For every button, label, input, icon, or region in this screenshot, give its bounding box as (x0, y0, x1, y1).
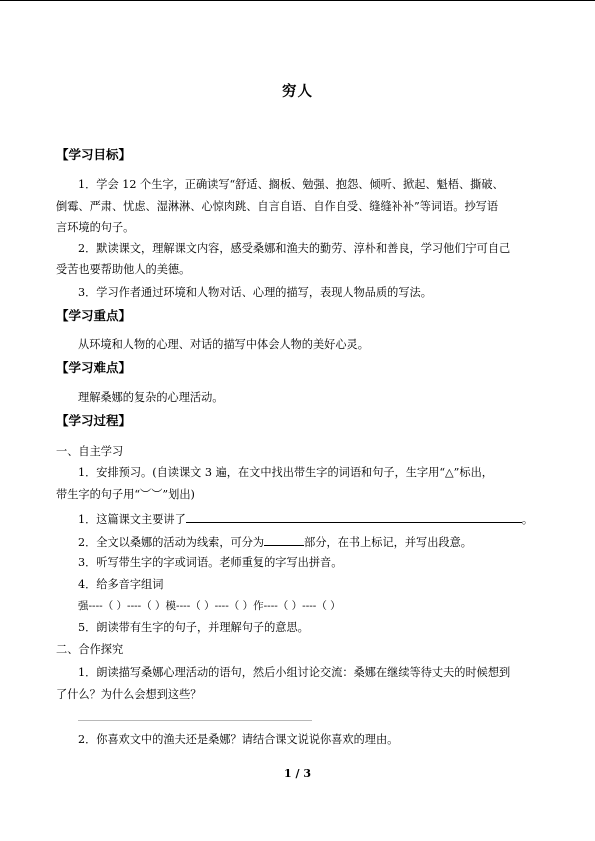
difficulty-heading: 【学习难点】 (56, 360, 132, 375)
question-1-text: 1．这篇课文主要讲了 (78, 513, 186, 526)
page-title: 穷人 (282, 83, 313, 100)
goals-heading: 【学习目标】 (56, 147, 132, 162)
self-study-title: 一、自主学习 (56, 445, 124, 458)
goals-item-2-line-1: 2．默读课文，理解课文内容，感受桑娜和渔夫的勤劳、淳朴和善良，学习他们宁可自己 (78, 242, 511, 255)
question-3: 3．听写带生字的字或词语。老师重复的字写出拼音。 (78, 556, 343, 569)
goals-item-2-line-2: 受苦也要帮助他人的美德。 (56, 263, 191, 276)
question-2-blank[interactable] (264, 534, 304, 546)
question-1-end: 。 (521, 513, 534, 526)
difficulty-text: 理解桑娜的复杂的心理活动。 (78, 391, 224, 404)
process-heading: 【学习过程】 (56, 413, 132, 428)
cooperative-title: 二、合作探究 (56, 643, 124, 656)
goals-item-1-line-1: 1．学会 12 个生字，正确读写“舒适、搁板、勉强、抱怨、倾听、掀起、魁梧、撕破、 (78, 178, 504, 191)
cooperative-q2: 2．你喜欢文中的渔夫还是桑娜？请结合课文说说你喜欢的理由。 (78, 733, 399, 746)
cooperative-q1-line-1: 1．朗读描写桑娜心理活动的语句，然后小组讨论交流：桑娜在继续等待丈夫的时候想到 (78, 666, 511, 679)
polyphonic-exercise: 强----（ ）----（ ）模----（ ）----（ ）作----（ ）----（ ） (78, 600, 341, 612)
goals-item-1-line-3: 言环境的句子。 (56, 221, 135, 234)
focus-text: 从环境和人物的心理、对话的描写中体会人物的美好心灵。 (78, 338, 369, 351)
question-2 (78, 534, 472, 550)
question-1-blank[interactable] (186, 511, 522, 523)
page-number: 1 / 3 (284, 767, 311, 780)
question-1 (78, 511, 533, 527)
preview-line-2: 带生字的句子用“︶︶”划出) (56, 488, 195, 501)
question-5: 5．朗读带有生字的句子，并理解句子的意思。 (78, 621, 309, 634)
focus-heading: 【学习重点】 (56, 308, 132, 323)
goals-item-1-line-2: 倒霉、严肃、忧虑、湿淋淋、心惊肉跳、自言自语、自作自受、缝缝补补”等词语。抄写语 (56, 200, 499, 213)
cooperative-q1-line-2: 了什么？为什么会想到这些？ (56, 688, 202, 701)
goals-item-3: 3．学习作者通过环境和人物对话、心理的描写，表现人物品质的写法。 (78, 286, 432, 299)
answer-line[interactable] (78, 720, 312, 721)
question-2-text: 2．全文以桑娜的活动为线索，可分为 (78, 536, 265, 549)
question-2-text-end: 部分，在书上标记，并写出段意。 (304, 536, 472, 549)
preview-line-1: 1．安排预习。(自读课文 3 遍，在文中找出带生字的词语和句子，生字用“△”标出， (78, 466, 493, 479)
page-top-border (0, 0, 595, 1)
question-4: 4．给多音字组词 (78, 578, 164, 591)
